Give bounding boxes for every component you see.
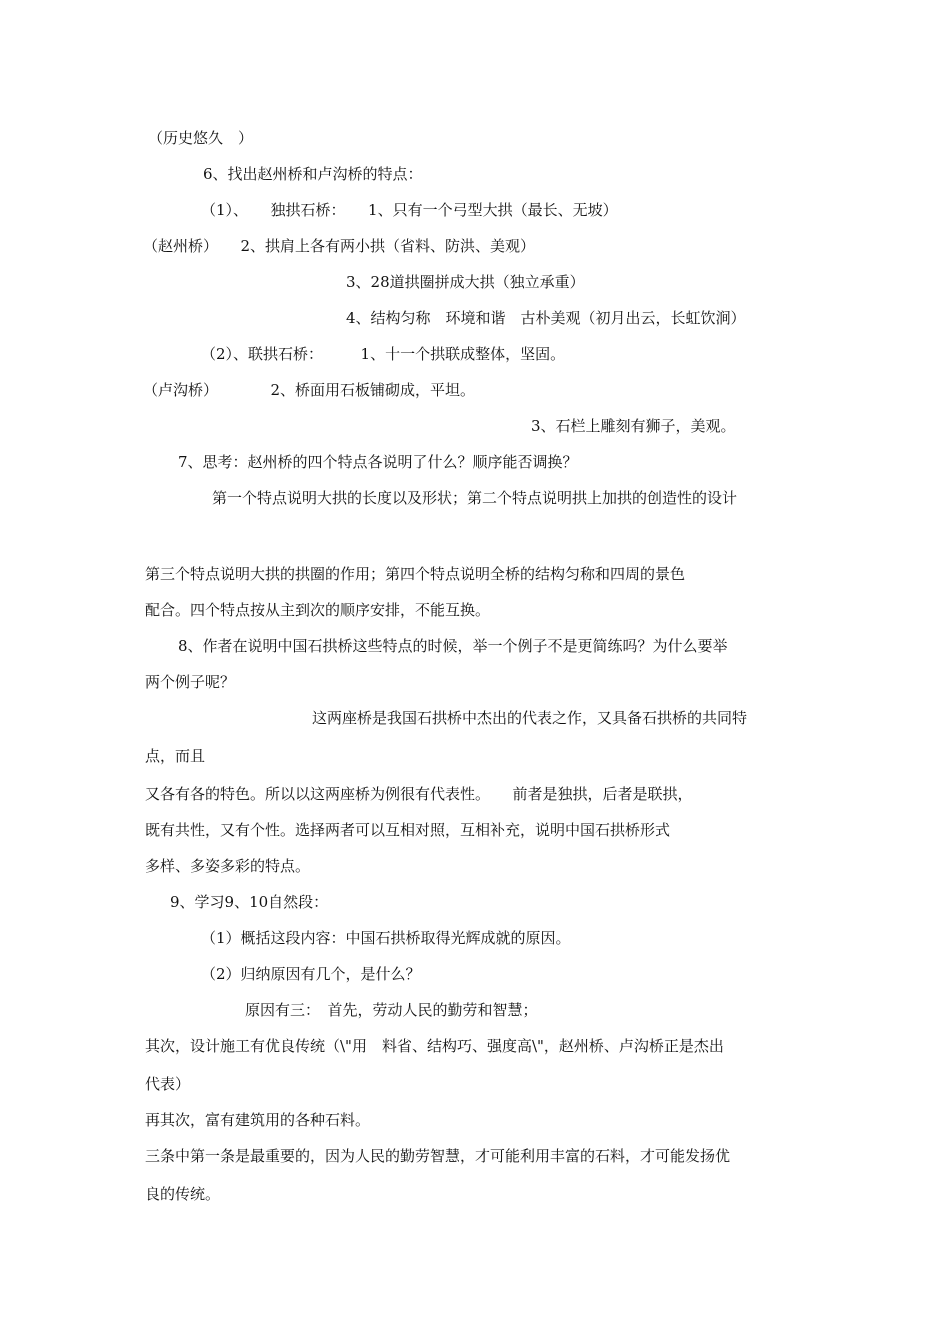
line-q7-heading: 7、思考：赵州桥的四个特点各说明了什么？顺序能否调换？ [178, 453, 578, 471]
line-q9-answer-1: 原因有三： 首先，劳动人民的勤劳和智慧； [245, 1001, 538, 1019]
line-q9-sub-2: （2）归纳原因有几个，是什么？ [201, 965, 421, 983]
line-zhaozhou-2: （赵州桥） 2、拱肩上各有两小拱（省料、防洪、美观） [143, 237, 536, 255]
line-q8-answer-2: 点，而且 [145, 747, 206, 765]
line-q8-answer-1: 这两座桥是我国石拱桥中杰出的代表之作，又具备石拱桥的共同特 [312, 709, 748, 727]
line-q9-answer-5: 三条中第一条是最重要的，因为人民的勤劳智慧，才可能利用丰富的石料，才可能发扬优 [145, 1147, 731, 1165]
line-history: （历史悠久 ） [148, 129, 254, 147]
line-q9-sub-1: （1）概括这段内容：中国石拱桥取得光辉成就的原因。 [201, 929, 571, 947]
line-q7-answer-1: 第一个特点说明大拱的长度以及形状；第二个特点说明拱上加拱的创造性的设计 [212, 489, 738, 507]
line-q8-heading: 8、作者在说明中国石拱桥这些特点的时候，举一个例子不是更简练吗？为什么要举 [178, 637, 728, 655]
line-zhaozhou-1: （1）、 独拱石桥： 1、只有一个弓型大拱（最长、无坡） [201, 201, 618, 219]
line-q9-answer-3: 代表） [145, 1075, 191, 1093]
line-q6-heading: 6、找出赵州桥和卢沟桥的特点： [203, 165, 423, 183]
line-q7-answer-2: 第三个特点说明大拱的拱圈的作用；第四个特点说明全桥的结构匀称和四周的景色 [145, 565, 686, 583]
line-q8-heading-cont: 两个例子呢？ [145, 673, 236, 691]
line-q9-heading: 9、学习9、10自然段： [170, 893, 329, 911]
line-q7-answer-3: 配合。四个特点按从主到次的顺序安排，不能互换。 [145, 601, 491, 619]
line-zhaozhou-3: 3、28道拱圈拼成大拱（独立承重） [346, 273, 585, 291]
line-lugou-2: （卢沟桥） 2、桥面用石板铺砌成，平坦。 [143, 381, 476, 399]
line-q9-answer-2: 其次，设计施工有优良传统（\"用 料省、结构巧、强度高\"，赵州桥、卢沟桥正是杰出 [145, 1037, 724, 1055]
line-lugou-3: 3、石栏上雕刻有狮子，美观。 [531, 417, 736, 435]
line-q8-answer-5: 多样、多姿多彩的特点。 [145, 857, 311, 875]
line-q8-answer-4: 既有共性，又有个性。选择两者可以互相对照，互相补充，说明中国石拱桥形式 [145, 821, 671, 839]
line-q9-answer-6: 良的传统。 [145, 1185, 221, 1203]
line-zhaozhou-4: 4、结构匀称 环境和谐 古朴美观（初月出云，长虹饮涧） [346, 309, 746, 327]
line-lugou-1: （2）、联拱石桥： 1、十一个拱联成整体，坚固。 [201, 345, 566, 363]
line-q9-answer-4: 再其次，富有建筑用的各种石料。 [145, 1111, 371, 1129]
line-q8-answer-3: 又各有各的特色。所以以这两座桥为例很有代表性。 前者是独拱，后者是联拱， [145, 785, 693, 803]
